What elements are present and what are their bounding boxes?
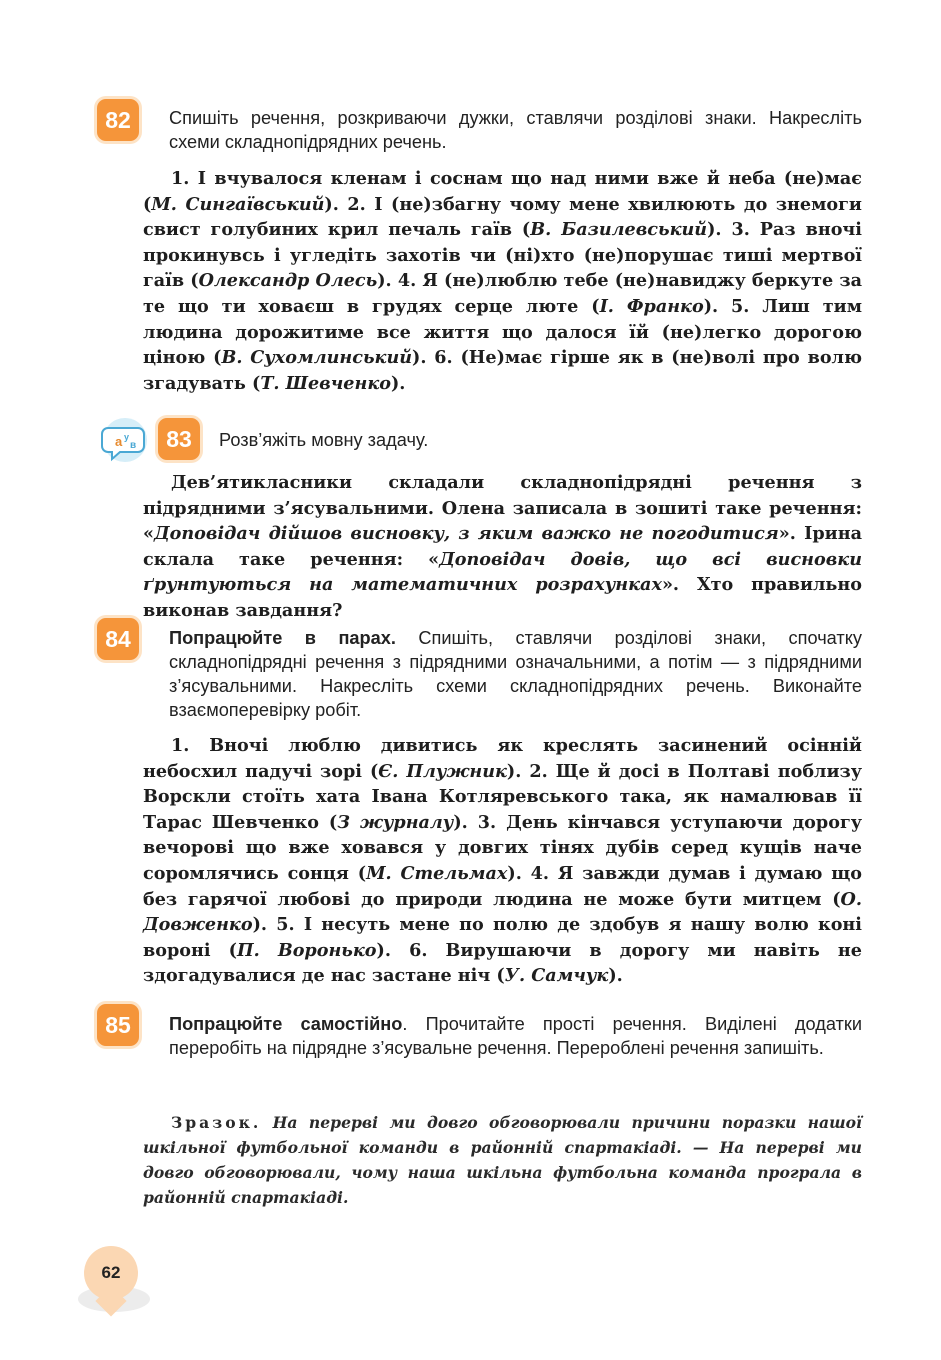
author-name: Т. Шевченко	[260, 372, 391, 394]
text-segment: 1. І вчувалося кленам і соснам що над ними вже й неба (не)має (	[143, 168, 862, 215]
task-instruction: . Прочитайте прості речення. Виділені додатки переробіть на підрядне з’ясувальне речення. Перероблені речення запишіть.	[169, 1014, 862, 1058]
author-name: І. Франко	[599, 295, 704, 317]
sample-label: Зразок.	[171, 1113, 262, 1132]
text-segment: ). 2. Ще й досі в Полтаві поблизу Ворскли стоїть хата Івана Котляревського така, як намалював її Тарас Шевченко (	[143, 760, 862, 833]
text-segment: ).	[608, 965, 623, 987]
author-name: Доповідач довів, що всі висновки ґрунтуються на математичних розрахунках	[143, 548, 862, 596]
task-instruction: Спишіть, ставлячи розділові знаки, спочатку складнопідрядні речення з підрядними означальними, а потім — з підрядними з’ясувальними. Накресліть схеми складнопідрядних речень. Виконайте взаємоперевірку робіт.	[169, 628, 862, 720]
task-instruction-bold: Попрацюйте в парах.	[169, 628, 396, 648]
exercise-task	[169, 626, 862, 722]
author-name: М. Стельмах	[366, 862, 508, 884]
author-name: М. Сингаївський	[151, 193, 325, 215]
author-name: Олександр Олесь	[198, 270, 378, 292]
exercise-text	[143, 470, 862, 624]
exercise-number-badge: 83	[158, 418, 200, 460]
text-segment: ).	[390, 372, 406, 394]
text-segment: Дев’ятикласники складали складнопідрядні речення з підрядними з’ясувальними. Олена записала в зошиті таке речення: «	[143, 472, 862, 545]
task-instruction-bold: Попрацюйте самостійно	[169, 1014, 403, 1034]
author-name: З журналу	[337, 811, 454, 833]
exercise-task: Спишіть речення, розкриваючи дужки, ставлячи розділові знаки. Накресліть схеми складнопідрядних речень.	[169, 108, 862, 152]
highlighted-object: причини поразки	[631, 1113, 797, 1132]
text-segment: ). 4. Я (не)люблю тебе (не)навиджу беркуте за те що ти ховаєш в грудях серце люте (	[143, 270, 862, 317]
sample-text	[143, 1110, 862, 1210]
exercise-task: Розв’яжіть мовну задачу.	[219, 430, 429, 450]
author-name: В. Базилевський	[530, 219, 708, 241]
page-number: 62	[84, 1246, 138, 1300]
svg-text:a: a	[115, 434, 123, 449]
author-name: У. Самчук	[504, 965, 609, 987]
text-segment: ». Ірина склала таке речення: «	[143, 523, 862, 570]
exercise-text	[143, 166, 862, 396]
text-segment: ). 2. І (не)збагну чому мене хвилюють до знемоги свист голубиних крил печаль гаїв (	[143, 193, 862, 241]
sample-part: нашої шкільної футбольної команди в районній спартакіаді. — На перерві ми довго обговорювали, чому наша шкільна футбольна команда програла в районній спартакіаді.	[143, 1113, 862, 1207]
text-segment: ». Хто правильно виконав завдання?	[143, 574, 862, 621]
text-segment: 1. Вночі люблю дивитись як креслять засинений осінній небосхил падучі зорі (	[143, 735, 862, 782]
author-name: Доповідач дійшов висновку, з яким важко не погодитися	[154, 523, 779, 545]
text-segment: ). 5. Лиш тим людина дорожитиме все життя що далося їй (не)легко дорогою ціною (	[143, 295, 862, 369]
exercise-task	[169, 1012, 862, 1060]
text-segment: ). 3. День кінчався уступаючи дорогу вечорові що вже ховався у довгих тінях дубів серед кущів наче соромлячись сонця (	[143, 811, 862, 884]
exercise-number-badge: 84	[97, 618, 139, 660]
text-segment: ). 5. І несуть мене по полю де здобув я нашу волю коні вороні (	[143, 914, 862, 961]
text-segment: ). 4. Я завжди думав і думаю що без гарячої любові до природи людина не може бути митцем (	[143, 862, 862, 910]
sample-part: На перерві ми довго обговорювали	[261, 1113, 632, 1132]
text-segment: ). 3. Раз вночі прокинувсь і угледіть захотів чи (ні)хто (не)порушає тиші мертвої гаїв (	[143, 219, 862, 292]
exercise-text	[143, 733, 862, 989]
page-number-marker	[78, 1238, 158, 1318]
exercise-number-badge: 85	[97, 1004, 139, 1046]
svg-text:в: в	[130, 440, 137, 451]
author-name: Є. Плужник	[378, 760, 507, 782]
speech-bubble-abc-icon	[94, 416, 156, 464]
svg-text:у: у	[124, 432, 130, 442]
author-name: О. Довженко	[143, 888, 862, 936]
text-segment: ). 6. Вирушаючи в дорогу ми навіть не здогадувалися де нас застане ніч (	[143, 939, 862, 987]
author-name: В. Сухомлинський	[221, 347, 413, 369]
exercise-number-badge: 82	[97, 99, 139, 141]
author-name: П. Воронько	[236, 939, 377, 961]
text-segment: ). 6. (Не)має гірше як в (не)волі про волю згадувать (	[143, 347, 862, 394]
